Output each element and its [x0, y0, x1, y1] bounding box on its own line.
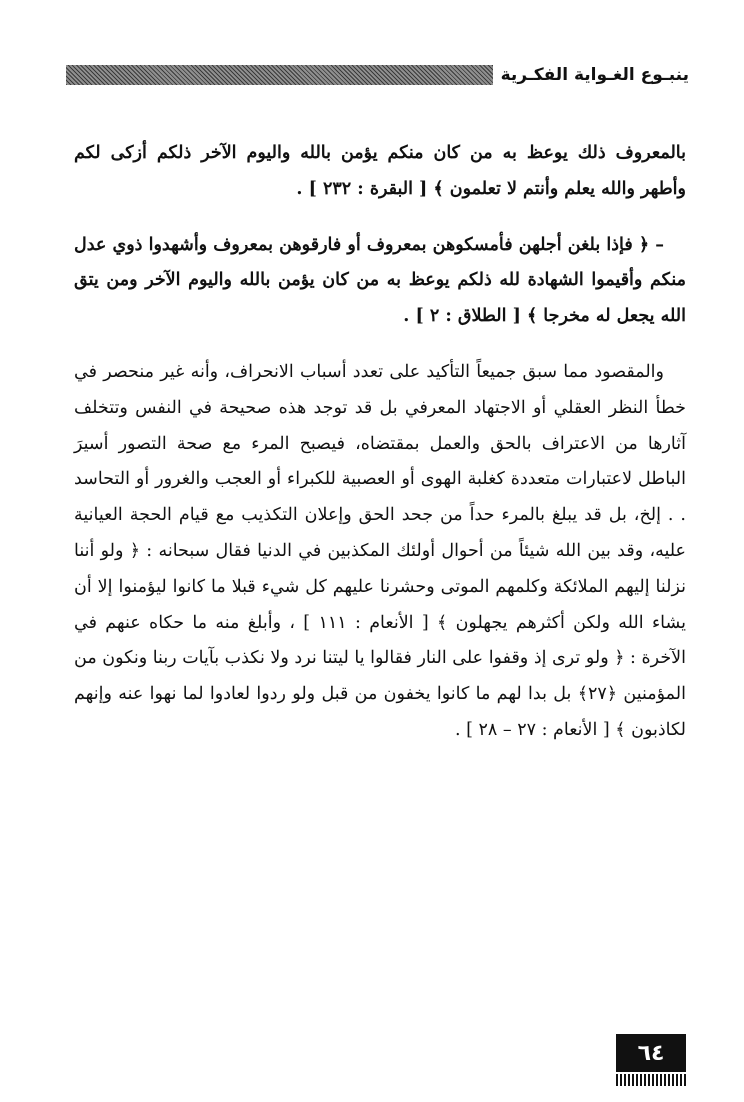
running-header-title: ينبـوع الغـواية الفكـرية [500, 65, 689, 85]
header-decorative-bar [66, 65, 493, 85]
page-footer [616, 1034, 686, 1090]
quran-quote-talaq: – ﴿ فإذا بلغن أجلهن فأمسكوهن بمعروف أو فارقوهن بمعروف وأشهدوا ذوي عدل منكم وأقيموا الشهادة لله ذلكم يوعظ به من كان يؤمن بالله واليوم الآخر ومن يتق الله يجعل له مخرجا ﴾ [ الطلاق : ٢ ] . [74, 234, 686, 327]
page-number: ٦٤ [616, 1034, 686, 1072]
running-header [66, 62, 689, 88]
body-paragraph: والمقصود مما سبق جميعاً التأكيد على تعدد أسباب الانحراف، وأنه غير منحصر في خطأ النظر العقلي أو الاجتهاد المعرفي بل قد توجد هذه صحيحة في النفس وتتخلف آثارها من الاعتراف بالحق والعمل بمقتضاه، فيصبح المرء مع صحة التصور أسيرَ الباطل لاعتبارات متعددة كغلبة الهوى أو العصبية للكبراء أو العجب والغرور أو التحاسد . . إلخ، بل قد يبلغ بالمرء حداً من جحد الحق وإعلان التكذيب مع قيام الحجة العيانية عليه، وقد بين الله شيئاً من أحوال أولئك المكذبين في الدنيا فقال سبحانه : ﴿ ولو أننا نزلنا إليهم الملائكة وكلمهم الموتى وحشرنا عليهم كل شيء قبلا ما كانوا ليؤمنوا إلا أن يشاء الله ولكن أكثرهم يجهلون ﴾ [ الأنعام : ١١١ ] ، وأبلغ منه ما حكاه عنهم في الآخرة : ﴿ ولو ترى إذ وقفوا على النار فقالوا يا ليتنا نرد ولا نكذب بآيات ربنا ونكون من المؤمنين ﴿٢٧﴾ بل بدا لهم ما كانوا يخفون من قبل ولو ردوا لعادوا لما نهوا عنه وإنهم لكاذبون ﴾ [ الأنعام : ٢٧ – ٢٨ ] . [74, 361, 686, 740]
footer-decorative-pattern [616, 1074, 686, 1086]
page-body [74, 136, 686, 749]
quran-quote-continued: بالمعروف ذلك يوعظ به من كان منكم يؤمن بالله واليوم الآخر ذلكم أزكى لكم وأطهر والله يعلم وأنتم لا تعلمون ﴾ [ البقرة : ٢٣٢ ] . [74, 143, 686, 199]
